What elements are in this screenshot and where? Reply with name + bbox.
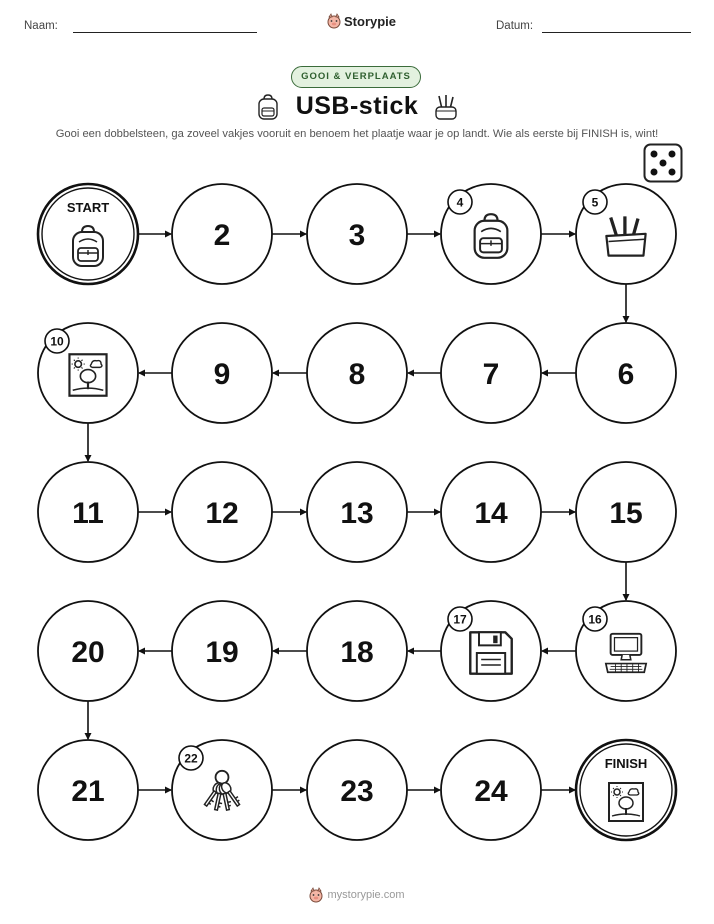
name-label: Naam:	[24, 20, 58, 32]
date-label: Datum:	[496, 20, 534, 32]
space-number: 9	[213, 358, 231, 391]
board-space	[307, 323, 407, 423]
board-space	[172, 740, 272, 840]
board-space	[307, 462, 407, 562]
space-number: 2	[213, 219, 231, 252]
footer	[0, 887, 714, 903]
board-space	[307, 184, 407, 284]
board-space	[38, 462, 138, 562]
space-number: 4	[456, 195, 464, 210]
board-space	[576, 184, 676, 284]
space-number: 13	[340, 497, 374, 530]
board-cells	[38, 184, 676, 840]
board-space	[441, 184, 541, 284]
space-number: 14	[474, 497, 508, 530]
board-space	[38, 740, 138, 840]
space-number: 15	[609, 497, 643, 530]
floppy-disk-icon	[470, 632, 511, 673]
board-space	[38, 601, 138, 701]
space-number: 21	[71, 775, 105, 808]
landscape-picture-icon	[609, 783, 643, 821]
landscape-picture-icon	[69, 354, 106, 395]
board-space	[441, 462, 541, 562]
board-space	[441, 601, 541, 701]
space-number: 8	[348, 358, 366, 391]
space-number: 22	[184, 751, 198, 766]
board-space	[441, 740, 541, 840]
space-number: 16	[588, 612, 602, 627]
board-space	[441, 323, 541, 423]
board-space	[576, 323, 676, 423]
brand-name: Storypie	[344, 13, 397, 29]
space-label: FINISH	[604, 756, 648, 771]
board-space	[576, 462, 676, 562]
pig-mascot-icon	[309, 887, 323, 903]
page-title: USB-stick	[295, 92, 419, 120]
space-number: 12	[205, 497, 239, 530]
space-number: 7	[482, 358, 500, 391]
board-space	[38, 323, 138, 423]
board-space	[172, 462, 272, 562]
board-space	[307, 601, 407, 701]
footer-url: mystorypie.com	[327, 889, 405, 901]
space-number: 17	[453, 612, 467, 627]
space-number: 20	[71, 636, 105, 669]
space-number: 5	[591, 195, 599, 210]
space-number: 6	[617, 358, 635, 391]
finish-space	[576, 740, 676, 840]
game-type-badge: GOOI & VERPLAATS	[291, 66, 421, 88]
board-space	[172, 323, 272, 423]
board-space	[576, 601, 676, 701]
space-number: 10	[50, 334, 64, 349]
space-number: 19	[205, 636, 239, 669]
board-space	[172, 601, 272, 701]
space-number: 23	[340, 775, 374, 808]
board-space	[307, 740, 407, 840]
space-number: 18	[340, 636, 374, 669]
board-space	[172, 184, 272, 284]
space-number: 3	[348, 219, 366, 252]
space-number: 11	[72, 497, 104, 530]
start-space	[38, 184, 138, 284]
space-label: START	[66, 200, 110, 215]
space-number: 24	[474, 775, 508, 808]
computer-icon	[606, 634, 646, 672]
instructions-text: Gooi een dobbelsteen, ga zoveel vakjes vooruit en benoem het plaatje waar je op landt. Wie als eerste bij FINISH is, wint!	[55, 128, 659, 140]
